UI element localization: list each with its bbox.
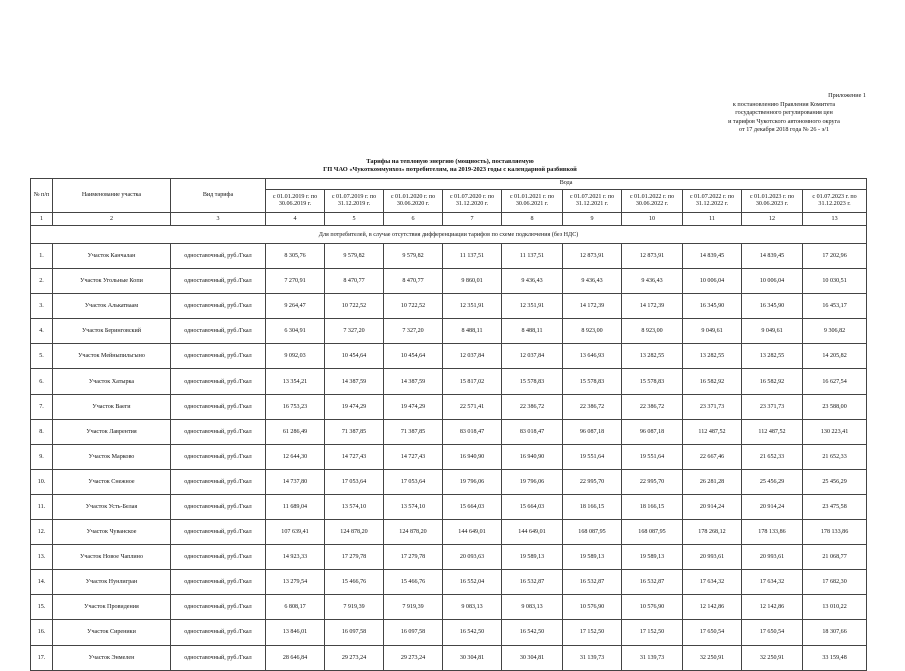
site-name: Участок Сиреники: [53, 620, 171, 645]
tariff-value: 20 993,61: [742, 545, 803, 570]
column-number: 2: [53, 213, 171, 226]
tariff-type: одноставочный, руб./Гкал: [171, 645, 266, 670]
tariff-value: 19 796,06: [502, 469, 563, 494]
tariff-value: 23 475,58: [803, 494, 867, 519]
tariff-value: 12 351,91: [443, 294, 502, 319]
tariff-value: 32 250,91: [683, 645, 742, 670]
column-number: 9: [563, 213, 622, 226]
tariff-value: 17 053,64: [384, 469, 443, 494]
tariff-type: одноставочный, руб./Гкал: [171, 545, 266, 570]
tariff-value: 15 817,02: [443, 369, 502, 394]
tariff-value: 22 995,70: [622, 469, 683, 494]
tariff-value: 8 488,11: [443, 319, 502, 344]
tariff-value: 17 152,50: [563, 620, 622, 645]
site-name: Участок Алькатваам: [53, 294, 171, 319]
tariff-value: 61 286,49: [266, 419, 325, 444]
tariff-type: одноставочный, руб./Гкал: [171, 520, 266, 545]
tariff-value: 19 796,06: [443, 469, 502, 494]
tariff-type: одноставочный, руб./Гкал: [171, 419, 266, 444]
tariff-value: 31 139,73: [622, 645, 683, 670]
site-name: Участок Хатырка: [53, 369, 171, 394]
row-number: 5.: [31, 344, 53, 369]
tariff-value: 16 552,04: [443, 570, 502, 595]
row-number: 2.: [31, 269, 53, 294]
document-title: [260, 158, 640, 174]
table-row: [31, 620, 867, 645]
tariff-value: 12 873,91: [563, 244, 622, 269]
tariff-value: 12 351,91: [502, 294, 563, 319]
tariff-value: 16 345,90: [683, 294, 742, 319]
tariff-value: 112 487,52: [742, 419, 803, 444]
tariff-value: 12 037,84: [443, 344, 502, 369]
site-name: Участок Новое Чаплино: [53, 545, 171, 570]
header-period: с 01.07.2022 г. по 31.12.2022 г.: [683, 190, 742, 213]
row-number: 10.: [31, 469, 53, 494]
tariff-value: 9 049,61: [683, 319, 742, 344]
tariff-value: 25 456,29: [803, 469, 867, 494]
header-period: с 01.01.2022 г. по 30.06.2022 г.: [622, 190, 683, 213]
tariff-type: одноставочный, руб./Гкал: [171, 469, 266, 494]
column-number: 3: [171, 213, 266, 226]
tariff-type: одноставочный, руб./Гкал: [171, 570, 266, 595]
column-number: 12: [742, 213, 803, 226]
tariff-value: 13 279,54: [266, 570, 325, 595]
group-label: Для потребителей, в случае отсутствия дифференциации тарифов по схеме подключения (без НДС): [31, 226, 867, 244]
tariff-value: 168 087,95: [563, 520, 622, 545]
tariff-value: 10 576,90: [563, 595, 622, 620]
tariff-value: 31 139,73: [563, 645, 622, 670]
tariff-value: 23 371,73: [742, 394, 803, 419]
tariff-value: 16 345,90: [742, 294, 803, 319]
tariff-value: 112 487,52: [683, 419, 742, 444]
table-row: [31, 520, 867, 545]
tariff-value: 15 466,76: [384, 570, 443, 595]
tariff-value: 7 919,39: [384, 595, 443, 620]
tariff-value: 13 282,55: [683, 344, 742, 369]
tariff-value: 14 839,45: [742, 244, 803, 269]
tariff-value: 14 387,59: [325, 369, 384, 394]
site-name: Участок Лаврентия: [53, 419, 171, 444]
tariff-value: 15 466,76: [325, 570, 384, 595]
tariff-value: 9 083,13: [502, 595, 563, 620]
tariff-value: 8 470,77: [325, 269, 384, 294]
tariff-value: 14 923,33: [266, 545, 325, 570]
tariff-value: 10 722,52: [325, 294, 384, 319]
tariff-value: 23 588,00: [803, 394, 867, 419]
title-line-1: Тарифы на тепловую энергию (мощность), поставляемую: [366, 158, 534, 165]
annex-line: государственного регулирования цен: [735, 109, 833, 117]
header-period: с 01.01.2019 г. по 30.06.2019 г.: [266, 190, 325, 213]
table-row: [31, 645, 867, 670]
table-row: [31, 419, 867, 444]
tariff-value: 16 097,58: [325, 620, 384, 645]
tariff-value: 17 202,96: [803, 244, 867, 269]
row-number: 14.: [31, 570, 53, 595]
tariff-value: 14 387,59: [384, 369, 443, 394]
tariff-value: 6 304,91: [266, 319, 325, 344]
tariff-value: 10 030,51: [803, 269, 867, 294]
column-number: 1: [31, 213, 53, 226]
tariff-value: 21 068,77: [803, 545, 867, 570]
tariff-value: 20 914,24: [742, 494, 803, 519]
site-name: Участок Мейныпильгыно: [53, 344, 171, 369]
tariff-type: одноставочный, руб./Гкал: [171, 319, 266, 344]
site-name: Участок Энмелен: [53, 645, 171, 670]
tariff-value: 18 307,66: [803, 620, 867, 645]
site-name: Участок Угольные Копи: [53, 269, 171, 294]
header-period: с 01.07.2019 г. по 31.12.2019 г.: [325, 190, 384, 213]
tariff-value: 17 152,50: [622, 620, 683, 645]
column-number: 4: [266, 213, 325, 226]
tariff-value: 17 053,64: [325, 469, 384, 494]
tariff-value: 10 006,04: [683, 269, 742, 294]
site-name: Участок Марково: [53, 444, 171, 469]
tariff-value: 10 576,90: [622, 595, 683, 620]
tariff-value: 144 649,01: [502, 520, 563, 545]
table-row: [31, 394, 867, 419]
tariff-value: 7 919,39: [325, 595, 384, 620]
tariff-value: 9 049,61: [742, 319, 803, 344]
tariff-value: 22 571,41: [443, 394, 502, 419]
tariff-value: 8 923,00: [563, 319, 622, 344]
tariff-value: 144 649,01: [443, 520, 502, 545]
tariff-value: 16 542,50: [502, 620, 563, 645]
header-period: с 01.01.2020 г. по 30.06.2020 г.: [384, 190, 443, 213]
tariff-value: 11 137,51: [443, 244, 502, 269]
tariff-value: 12 644,30: [266, 444, 325, 469]
tariff-value: 22 386,72: [563, 394, 622, 419]
tariff-value: 28 646,84: [266, 645, 325, 670]
tariff-value: 15 578,83: [622, 369, 683, 394]
tariff-value: 96 087,18: [622, 419, 683, 444]
tariff-value: 71 387,85: [325, 419, 384, 444]
tariff-value: 16 582,92: [683, 369, 742, 394]
site-name: Участок Снежное: [53, 469, 171, 494]
row-number: 1.: [31, 244, 53, 269]
tariff-value: 19 474,29: [384, 394, 443, 419]
tariff-value: 16 940,90: [502, 444, 563, 469]
tariff-value: 124 878,20: [384, 520, 443, 545]
tariff-value: 124 878,20: [325, 520, 384, 545]
site-name: Участок Ваеги: [53, 394, 171, 419]
tariff-value: 18 166,15: [622, 494, 683, 519]
tariff-value: 17 650,54: [683, 620, 742, 645]
tariff-type: одноставочный, руб./Гкал: [171, 394, 266, 419]
tariff-value: 15 664,03: [502, 494, 563, 519]
tariff-value: 16 532,87: [563, 570, 622, 595]
tariff-value: 14 737,80: [266, 469, 325, 494]
tariff-value: 19 589,13: [502, 545, 563, 570]
tariff-value: 12 142,86: [742, 595, 803, 620]
header-period: с 01.07.2021 г. по 31.12.2021 г.: [563, 190, 622, 213]
tariff-value: 9 579,82: [325, 244, 384, 269]
row-number: 9.: [31, 444, 53, 469]
tariff-type: одноставочный, руб./Гкал: [171, 294, 266, 319]
tariff-value: 33 159,48: [803, 645, 867, 670]
header-period: с 01.07.2023 г. по 31.12.2023 г.: [803, 190, 867, 213]
header-site-name: Наименование участка: [53, 179, 171, 213]
tariff-value: 130 223,41: [803, 419, 867, 444]
tariff-value: 9 092,03: [266, 344, 325, 369]
tariff-type: одноставочный, руб./Гкал: [171, 620, 266, 645]
row-number: 6.: [31, 369, 53, 394]
tariff-value: 15 578,83: [563, 369, 622, 394]
tariff-value: 12 142,86: [683, 595, 742, 620]
header-water: Вода: [266, 179, 867, 190]
tariff-value: 15 664,03: [443, 494, 502, 519]
tariff-type: одноставочный, руб./Гкал: [171, 494, 266, 519]
tariff-value: 20 093,63: [443, 545, 502, 570]
tariff-value: 8 488,11: [502, 319, 563, 344]
row-number: 12.: [31, 520, 53, 545]
column-number: 13: [803, 213, 867, 226]
tariff-value: 29 273,24: [325, 645, 384, 670]
tariff-value: 9 860,01: [443, 269, 502, 294]
table-row: [31, 545, 867, 570]
tariff-value: 83 018,47: [502, 419, 563, 444]
tariff-value: 10 006,04: [742, 269, 803, 294]
tariff-value: 22 995,70: [563, 469, 622, 494]
tariff-value: 9 264,47: [266, 294, 325, 319]
tariff-value: 14 205,82: [803, 344, 867, 369]
tariff-value: 14 172,39: [563, 294, 622, 319]
site-name: Участок Усть-Белая: [53, 494, 171, 519]
tariff-type: одноставочный, руб./Гкал: [171, 444, 266, 469]
column-number: 8: [502, 213, 563, 226]
column-number: 10: [622, 213, 683, 226]
tariff-value: 7 270,91: [266, 269, 325, 294]
tariff-value: 17 279,78: [384, 545, 443, 570]
tariff-value: 19 589,13: [622, 545, 683, 570]
header-period: с 01.07.2020 г. по 31.12.2020 г.: [443, 190, 502, 213]
tariff-value: 16 582,92: [742, 369, 803, 394]
tariff-value: 7 327,20: [384, 319, 443, 344]
tariff-value: 16 542,50: [443, 620, 502, 645]
header-tariff-type: Вид тарифа: [171, 179, 266, 213]
tariff-value: 22 386,72: [502, 394, 563, 419]
tariff-value: 11 137,51: [502, 244, 563, 269]
tariff-value: 21 652,33: [803, 444, 867, 469]
tariff-value: 18 166,15: [563, 494, 622, 519]
tariff-value: 16 753,23: [266, 394, 325, 419]
tariff-value: 16 940,90: [443, 444, 502, 469]
row-number: 17.: [31, 645, 53, 670]
tariff-value: 23 371,73: [683, 394, 742, 419]
tariff-value: 17 650,54: [742, 620, 803, 645]
table-row: [31, 595, 867, 620]
tariff-value: 15 578,83: [502, 369, 563, 394]
tariff-value: 96 087,18: [563, 419, 622, 444]
row-number: 16.: [31, 620, 53, 645]
tariff-value: 8 923,00: [622, 319, 683, 344]
tariff-value: 16 627,54: [803, 369, 867, 394]
annex-line: к постановлению Правления Комитета: [732, 100, 836, 108]
tariff-value: 12 037,84: [502, 344, 563, 369]
tariff-value: 83 018,47: [443, 419, 502, 444]
table-row: [31, 494, 867, 519]
annex-note: [684, 92, 884, 135]
table-row: [31, 344, 867, 369]
tariff-value: 17 634,32: [742, 570, 803, 595]
tariff-type: одноставочный, руб./Гкал: [171, 244, 266, 269]
tariff-value: 13 010,22: [803, 595, 867, 620]
tariff-value: 107 639,41: [266, 520, 325, 545]
tariff-value: 17 279,78: [325, 545, 384, 570]
tariff-value: 10 722,52: [384, 294, 443, 319]
header-period: с 01.01.2021 г. по 30.06.2021 г.: [502, 190, 563, 213]
site-name: Участок Беринговский: [53, 319, 171, 344]
tariff-value: 13 646,93: [563, 344, 622, 369]
row-number: 8.: [31, 419, 53, 444]
tariff-value: 13 354,21: [266, 369, 325, 394]
tariff-value: 13 574,10: [325, 494, 384, 519]
tariff-value: 9 306,82: [803, 319, 867, 344]
tariff-value: 7 327,20: [325, 319, 384, 344]
table-row: [31, 469, 867, 494]
tariff-value: 13 282,55: [742, 344, 803, 369]
table-row: [31, 369, 867, 394]
tariff-value: 178 133,86: [803, 520, 867, 545]
tariff-value: 10 454,64: [384, 344, 443, 369]
tariff-value: 13 574,10: [384, 494, 443, 519]
site-name: Участок Нунлигран: [53, 570, 171, 595]
row-number: 3.: [31, 294, 53, 319]
tariff-value: 11 689,04: [266, 494, 325, 519]
tariff-value: 22 386,72: [622, 394, 683, 419]
tariff-value: 19 551,64: [622, 444, 683, 469]
site-name: Участок Провидения: [53, 595, 171, 620]
tariff-value: 16 097,58: [384, 620, 443, 645]
tariff-value: 19 551,64: [563, 444, 622, 469]
tariff-value: 29 273,24: [384, 645, 443, 670]
tariff-value: 10 454,64: [325, 344, 384, 369]
tariff-value: 9 436,43: [502, 269, 563, 294]
tariff-value: 16 453,17: [803, 294, 867, 319]
tariff-type: одноставочный, руб./Гкал: [171, 369, 266, 394]
column-number: 6: [384, 213, 443, 226]
annex-line: и тарифов Чукотского автономного округа: [728, 117, 840, 125]
tariff-value: 25 456,29: [742, 469, 803, 494]
header-period: с 01.01.2023 г. по 30.06.2023 г.: [742, 190, 803, 213]
column-number: 5: [325, 213, 384, 226]
tariff-value: 9 436,43: [563, 269, 622, 294]
tariff-type: одноставочный, руб./Гкал: [171, 269, 266, 294]
tariff-value: 13 282,55: [622, 344, 683, 369]
annex-line: от 17 декабря 2018 года № 26 - э/1: [738, 126, 830, 134]
tariff-value: 14 727,43: [384, 444, 443, 469]
column-number: 7: [443, 213, 502, 226]
site-name: Участок Чуванское: [53, 520, 171, 545]
tariff-value: 30 304,81: [502, 645, 563, 670]
tariff-value: 9 579,82: [384, 244, 443, 269]
tariff-value: 16 532,87: [622, 570, 683, 595]
tariff-type: одноставочный, руб./Гкал: [171, 595, 266, 620]
tariff-table: [30, 178, 867, 671]
tariff-value: 14 172,39: [622, 294, 683, 319]
site-name: Участок Канчалан: [53, 244, 171, 269]
row-number: 13.: [31, 545, 53, 570]
tariff-value: 178 133,86: [742, 520, 803, 545]
tariff-value: 21 652,33: [742, 444, 803, 469]
tariff-value: 20 914,24: [683, 494, 742, 519]
tariff-value: 8 470,77: [384, 269, 443, 294]
tariff-value: 168 087,95: [622, 520, 683, 545]
row-number: 4.: [31, 319, 53, 344]
row-number: 15.: [31, 595, 53, 620]
row-number: 11.: [31, 494, 53, 519]
tariff-value: 178 268,12: [683, 520, 742, 545]
tariff-value: 6 808,17: [266, 595, 325, 620]
table-row: [31, 570, 867, 595]
column-number: 11: [683, 213, 742, 226]
tariff-value: 14 727,43: [325, 444, 384, 469]
tariff-value: 13 846,01: [266, 620, 325, 645]
tariff-value: 9 083,13: [443, 595, 502, 620]
tariff-value: 9 436,43: [622, 269, 683, 294]
tariff-value: 20 993,61: [683, 545, 742, 570]
tariff-value: 19 589,13: [563, 545, 622, 570]
row-number: 7.: [31, 394, 53, 419]
table-row: [31, 244, 867, 269]
tariff-type: одноставочный, руб./Гкал: [171, 344, 266, 369]
table-row: [31, 294, 867, 319]
tariff-value: 17 634,32: [683, 570, 742, 595]
tariff-value: 26 281,28: [683, 469, 742, 494]
tariff-value: 16 532,87: [502, 570, 563, 595]
table-row: [31, 319, 867, 344]
table-row: [31, 269, 867, 294]
tariff-value: 12 873,91: [622, 244, 683, 269]
tariff-value: 30 304,81: [443, 645, 502, 670]
tariff-value: 14 839,45: [683, 244, 742, 269]
annex-line: Приложение 1: [828, 92, 866, 99]
tariff-value: 22 667,46: [683, 444, 742, 469]
tariff-value: 32 250,91: [742, 645, 803, 670]
header-row-number: № п/п: [31, 179, 53, 213]
tariff-value: 17 682,30: [803, 570, 867, 595]
tariff-value: 8 305,76: [266, 244, 325, 269]
tariff-value: 19 474,29: [325, 394, 384, 419]
tariff-value: 71 387,85: [384, 419, 443, 444]
table-row: [31, 444, 867, 469]
title-line-2: ГП ЧАО «Чукоткоммунхоз» потребителям, на 2019-2023 годы с календарной разбивкой: [323, 166, 577, 174]
